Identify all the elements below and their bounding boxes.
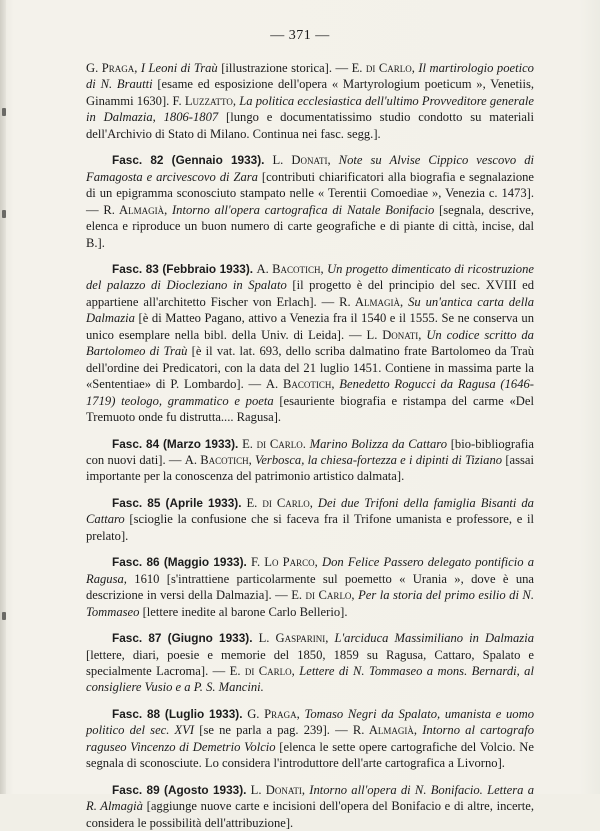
fascicle-heading: Fasc. 83 (Febbraio 1933). [112,261,254,276]
fascicle-entry-84: Fasc. 84 (Marzo 1933). E. di Carlo. Marino Bolizza da Cattaro [bio-bibliografia con nuovi dati]. — A. Bacotich, Verbosca, la chiesa-fortezza e i dipinti di Tiziano [assai importante per la conoscenza del patrimonio artistico dalmata]. [86,436,534,484]
fascicle-heading: Fasc. 85 (Aprile 1933). [112,495,242,510]
fascicle-heading: Fasc. 82 (Gennaio 1933). [112,153,265,168]
fascicle-heading: Fasc. 84 (Marzo 1933). [112,436,239,451]
fascicle-entry-86: Fasc. 86 (Maggio 1933). F. Lo Parco, Don Felice Passero delegato pontificio a Ragusa, 1610 [s'intrattiene particolarmente sul poemetto « Urania », dove è una descrizione in versi della Dalmazia]. — E. di Carlo, Per la storia del primo esilio di N. Tommaseo [lettere inedite al barone Carlo Bellerio]. [86,555,534,619]
binding-mark [2,210,6,218]
fascicle-heading: Fasc. 88 (Luglio 1933). [112,706,243,721]
fascicle-entry-89: Fasc. 89 (Agosto 1933). L. Donati, Intorno all'opera di N. Bonifacio. Lettera a R. Almagià [aggiunge nuove carte e incisioni dell'opera del Bonifacio e di altre, incerte, considera le possibilità dell'attribuzione]. [86,782,534,830]
fascicle-heading: Fasc. 87 (Giugno 1933). [112,631,253,646]
fascicle-heading: Fasc. 89 (Agosto 1933). [112,782,247,797]
fascicle-entry-88: Fasc. 88 (Luglio 1933). G. Praga, Tomaso Negri da Spalato, umanista e uomo politico del sec. XVI [se ne parla a pag. 239]. — R. Almagià, Intorno al cartografo raguseo Vincenzo di Demetrio Volcio [elenca le sette opere cartografiche del Volcio. Ne segnala di sconosciute. Lo considera l'introduttore dell'arte cartografica a Livorno]. [86,706,534,771]
fascicle-entry-85: Fasc. 85 (Aprile 1933). E. di Carlo, Dei due Trifoni della famiglia Bisanti da Cattaro [scioglie la confusione che si faceva fra il Trifone umanista e professore, e il prelato]. [86,495,534,543]
binding-mark [2,108,6,116]
bibliography-entry-continued: G. Praga, I Leoni di Traù [illustrazione storica]. — E. di Carlo, Il martirologio poetico di N. Brautti [esame ed esposizione dell'opera « Martyrologium poeticum », Venetiis, Ginammi 1630]. F. Luzzatto, La politica ecclesiastica dell'ultimo Provveditore generale in Dalmazia, 1806-1807 [lungo e documentatissimo studio condotto su materiali dell'Archivio di Stato di Milano. Continua nei fasc. segg.]. [86,61,535,141]
page-body [86,60,534,831]
entry-title: I Leoni di Traù [140,61,218,75]
fascicle-entry-87: Fasc. 87 (Giugno 1933). L. Gasparini, L'arciduca Massimiliano in Dalmazia [lettere, diari, poesie e memorie del 1850, 1859 su Ragusa, Cattaro, Spalato e specialmente Lacroma]. — E. di Carlo, Lettere di N. Tommaseo a mons. Bernardi, al consigliere Vusio e a P. S. Mancini. [86,631,534,695]
page-number: — 371 — [270,28,330,43]
fascicle-heading: Fasc. 86 (Maggio 1933). [112,555,247,570]
binding-mark [2,612,6,620]
entry-author: G. Praga, [86,61,141,75]
fascicle-entry-82: Fasc. 82 (Gennaio 1933). L. Donati, Note su Alvise Cippico vescovo di Famagosta e arcivescovo di Zara [contributi chiarificatori alla biografia e segnalazione di un epigramma sconosciuto stampato nelle « Terentii Comoediae », Venezia c. 1473]. — R. Almagià, Intorno all'opera cartografica di Natale Bonifacio [segnala, descrive, elenca e riproduce un buon numero di carte geografiche e di piante di città, incise, dal B.]. [86,153,535,250]
fascicle-entry-83: Fasc. 83 (Febbraio 1933). A. Bacotich, Un progetto dimenticato di ricostruzione del palazzo di Diocleziano in Spalato [il progetto è del principio del sec. XVIII ed appartiene all'architetto Fischer von Erlach]. — R. Almagià, Su un'antica carta della Dalmazia [è di Matteo Pagano, attivo a Venezia fra il 1540 e il 1555. Se ne conserva un unico esemplare nella bibl. della Univ. di Leida]. — L. Donati, Un codice scritto da Bartolomeo di Traù [è il vat. lat. 693, dello scriba dalmatino frate Bartolomeo da Traù dell'ordine dei Predicatori, con la data del 21 luglio 1451. Contiene in massima parte la «Sententiae» di P. Lombardo]. — A. Bacotich, Benedetto Rogucci da Ragusa (1646-1719) teologo, grammatico e poeta [esauriente biografia e ristampa del carme «Del Tremuoto onde fu distrutta.... Ragusa]. [86,261,534,425]
page-spine-edge [0,0,6,794]
